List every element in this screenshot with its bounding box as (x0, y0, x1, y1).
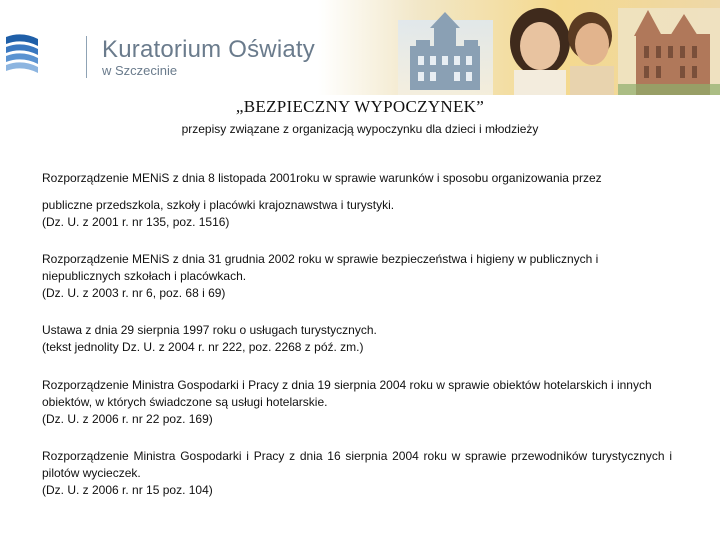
regulation-item (42, 170, 672, 231)
regulation-text: Rozporządzenie MENiS z dnia 8 listopada 2001roku w sprawie warunków i sposobu organizowania przez (42, 171, 602, 185)
header-divider (86, 36, 87, 78)
regulation-item (42, 251, 672, 302)
document-title: „BEZPIECZNY WYPOCZYNEK” (235, 97, 485, 116)
regulation-text: Rozporządzenie Ministra Gospodarki i Pracy z dnia 16 sierpnia 2004 roku w sprawie przewodników turystycznych i pilotów wycieczek. (42, 449, 672, 480)
regulation-text: Ustawa z dnia 29 sierpnia 1997 roku o usługach turystycznych. (42, 323, 377, 337)
regulation-reference: (Dz. U. z 2001 r. nr 135, poz. 1516) (42, 215, 230, 229)
regulation-item (42, 448, 672, 499)
header-banner-image (318, 0, 720, 95)
regulation-reference: (Dz. U. z 2006 r. nr 22 poz. 169) (42, 412, 213, 426)
regulation-item (42, 322, 672, 356)
brand-title: Kuratorium Oświaty (102, 36, 315, 63)
regulation-reference: (tekst jednolity Dz. U. z 2004 r. nr 222, poz. 2268 z póź. zm.) (42, 340, 364, 354)
regulation-text-cont: publiczne przedszkola, szkoły i placówki krajoznawstwa i turystyki. (42, 198, 395, 212)
kuratorium-logo-icon (4, 33, 40, 79)
document-subtitle: przepisy związane z organizacją wypoczynku dla dzieci i młodzieży (181, 122, 539, 136)
regulation-reference: (Dz. U. z 2006 r. nr 15 poz. 104) (42, 483, 213, 497)
regulation-text: Rozporządzenie Ministra Gospodarki i Pracy z dnia 19 sierpnia 2004 roku w sprawie obiektów hotelarskich i innych obiektów, w których świadczone są usługi hotelarskie. (42, 378, 652, 409)
header (0, 0, 720, 95)
regulation-item (42, 377, 672, 428)
regulation-text: Rozporządzenie MENiS z dnia 31 grudnia 2002 roku w sprawie bezpieczeństwa i higieny w publicznych i niepublicznych szkołach i placówkach. (42, 252, 599, 283)
regulation-reference: (Dz. U. z 2003 r. nr 6, poz. 68 i 69) (42, 286, 226, 300)
brand-subtitle: w Szczecinie (102, 63, 178, 78)
